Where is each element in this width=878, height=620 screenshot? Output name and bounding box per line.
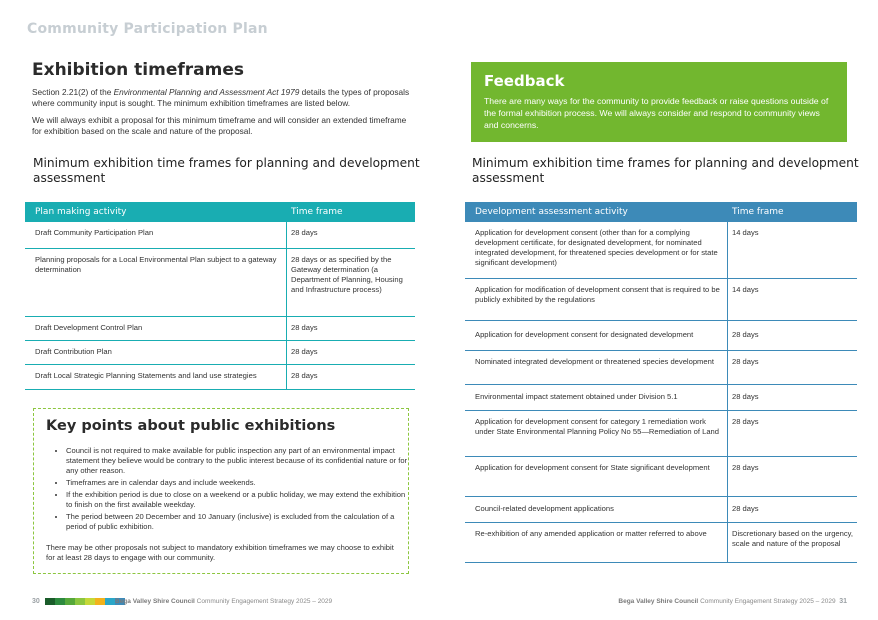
timeframe-cell: 28 days (287, 364, 416, 389)
key-points-list (52, 446, 412, 534)
act-title: Environmental Planning and Assessment Act 1979 (113, 87, 300, 97)
activity-cell: Draft Community Participation Plan (25, 222, 287, 248)
timeframe-cell: 28 days (728, 320, 858, 350)
table-header-row (25, 202, 415, 222)
header-activity: Development assessment activity (465, 202, 728, 222)
plan-making-table (25, 202, 415, 390)
running-head: Community Participation Plan (27, 21, 268, 37)
activity-cell: Application for development consent for State significant development (465, 456, 728, 496)
list-item: • Council is not required to make available for public inspection any part of an environmental impact statement they believe would be contrary to the public interest because of its confidential nature or for any other reason. (66, 446, 412, 476)
activity-cell: Planning proposals for a Local Environmental Plan subject to a gateway determination (25, 248, 287, 316)
color-swatch (95, 598, 105, 605)
activity-cell: Environmental impact statement obtained under Division 5.1 (465, 384, 728, 410)
timeframe-cell: 28 days (728, 456, 858, 496)
table-row (465, 456, 857, 496)
color-swatch (55, 598, 65, 605)
development-assessment-table (465, 202, 857, 563)
footer-doc: Community Engagement Strategy 2025 – 2029 (700, 598, 836, 605)
header-timeframe: Time frame (287, 202, 416, 222)
table-row (465, 410, 857, 456)
table-row (465, 522, 857, 562)
footer-left-text (115, 598, 332, 605)
exhibition-timeframes-heading: Exhibition timeframes (32, 60, 244, 80)
intro-paragraph (32, 87, 412, 109)
timeframe-cell: 14 days (728, 278, 858, 320)
activity-cell: Council-related development applications (465, 496, 728, 522)
color-swatch (75, 598, 85, 605)
color-swatch-bar (45, 598, 125, 605)
footer-org: Bega Valley Shire Council (115, 598, 195, 605)
feedback-panel (471, 62, 847, 142)
header-timeframe: Time frame (728, 202, 858, 222)
color-swatch (85, 598, 95, 605)
list-item: • The period between 20 December and 10 January (inclusive) is excluded from the calculation of a period of public exhibition. (66, 512, 412, 532)
feedback-body: There are many ways for the community to provide feedback or raise questions outside of the formal exhibition process. We will always consider and respond to community views and concerns. (484, 96, 829, 130)
activity-cell: Application for development consent for category 1 remediation work under State Environmental Planning Policy No 55—Remediation of Land (465, 410, 728, 456)
activity-cell: Application for development consent (other than for a complying development certificate, for designated development, for nominated integrated development, for threatened species development or for state significant development) (465, 222, 728, 278)
table-row (465, 222, 857, 278)
footer-org: Bega Valley Shire Council (618, 598, 699, 605)
activity-cell: Re-exhibition of any amended application or matter referred to above (465, 522, 728, 562)
table-header-row (465, 202, 857, 222)
key-points-title: Key points about public exhibitions (46, 418, 336, 434)
table-row (25, 248, 415, 316)
table-row (25, 340, 415, 364)
activity-cell: Application for development consent for designated development (465, 320, 728, 350)
table-row (465, 384, 857, 410)
feedback-title: Feedback (484, 72, 565, 90)
timeframe-cell: 28 days (728, 384, 858, 410)
activity-cell: Draft Local Strategic Planning Statements and land use strategies (25, 364, 287, 389)
timeframe-cell: Discretionary based on the urgency, scale and nature of the proposal (728, 522, 858, 562)
timeframe-cell: 28 days (287, 316, 416, 340)
timeframe-cell: 28 days (287, 222, 416, 248)
key-points-box (33, 408, 409, 574)
activity-cell: Draft Development Control Plan (25, 316, 287, 340)
timeframe-cell: 28 days (728, 496, 858, 522)
activity-cell: Draft Contribution Plan (25, 340, 287, 364)
table-row (25, 364, 415, 389)
timeframe-cell: 28 days or as specified by the Gateway determination (a Department of Planning, Housing and Infrastructure process) (287, 248, 416, 316)
intro-text-a: Section 2.21(2) of the (32, 87, 114, 97)
color-swatch (65, 598, 75, 605)
color-swatch (105, 598, 115, 605)
timeframe-cell: 28 days (287, 340, 416, 364)
key-points-footer: There may be other proposals not subject to mandatory exhibition timeframes we may choose to exhibit for at least 28 days to engage with our community. (46, 543, 394, 562)
table-row (25, 222, 415, 248)
activity-cell: Application for modification of development consent that is required to be publicly exhibited by the regulations (465, 278, 728, 320)
footer-left (32, 598, 40, 605)
table-row (465, 496, 857, 522)
footer-right (618, 598, 847, 605)
list-item: • If the exhibition period is due to close on a weekend or a public holiday, we may extend the exhibition to finish on the first available weekday. (66, 490, 412, 510)
timeframe-cell: 14 days (728, 222, 858, 278)
color-swatch (45, 598, 55, 605)
right-subheading: Minimum exhibition time frames for planning and development assessment (472, 156, 859, 185)
timeframe-cell: 28 days (728, 350, 858, 384)
header-activity: Plan making activity (25, 202, 287, 222)
activity-cell: Nominated integrated development or threatened species development (465, 350, 728, 384)
page-number-right: 31 (839, 598, 847, 605)
left-subheading: Minimum exhibition time frames for planning and development assessment (33, 156, 420, 185)
table-row (465, 278, 857, 320)
timeframe-cell: 28 days (728, 410, 858, 456)
list-item: • Timeframes are in calendar days and include weekends. (66, 478, 412, 488)
table-row (465, 320, 857, 350)
table-row (465, 350, 857, 384)
intro-text-b: details the types of proposals where community input is sought. The minimum exhibition timeframes are listed below. (32, 87, 410, 108)
commitment-paragraph: We will always exhibit a proposal for this minimum timeframe and will consider an extended timeframe for exhibition based on the scale and nature of the proposal. (32, 115, 407, 136)
footer-doc: Community Engagement Strategy 2025 – 2029 (196, 598, 333, 605)
table-row (25, 316, 415, 340)
page-number-left: 30 (32, 598, 40, 605)
